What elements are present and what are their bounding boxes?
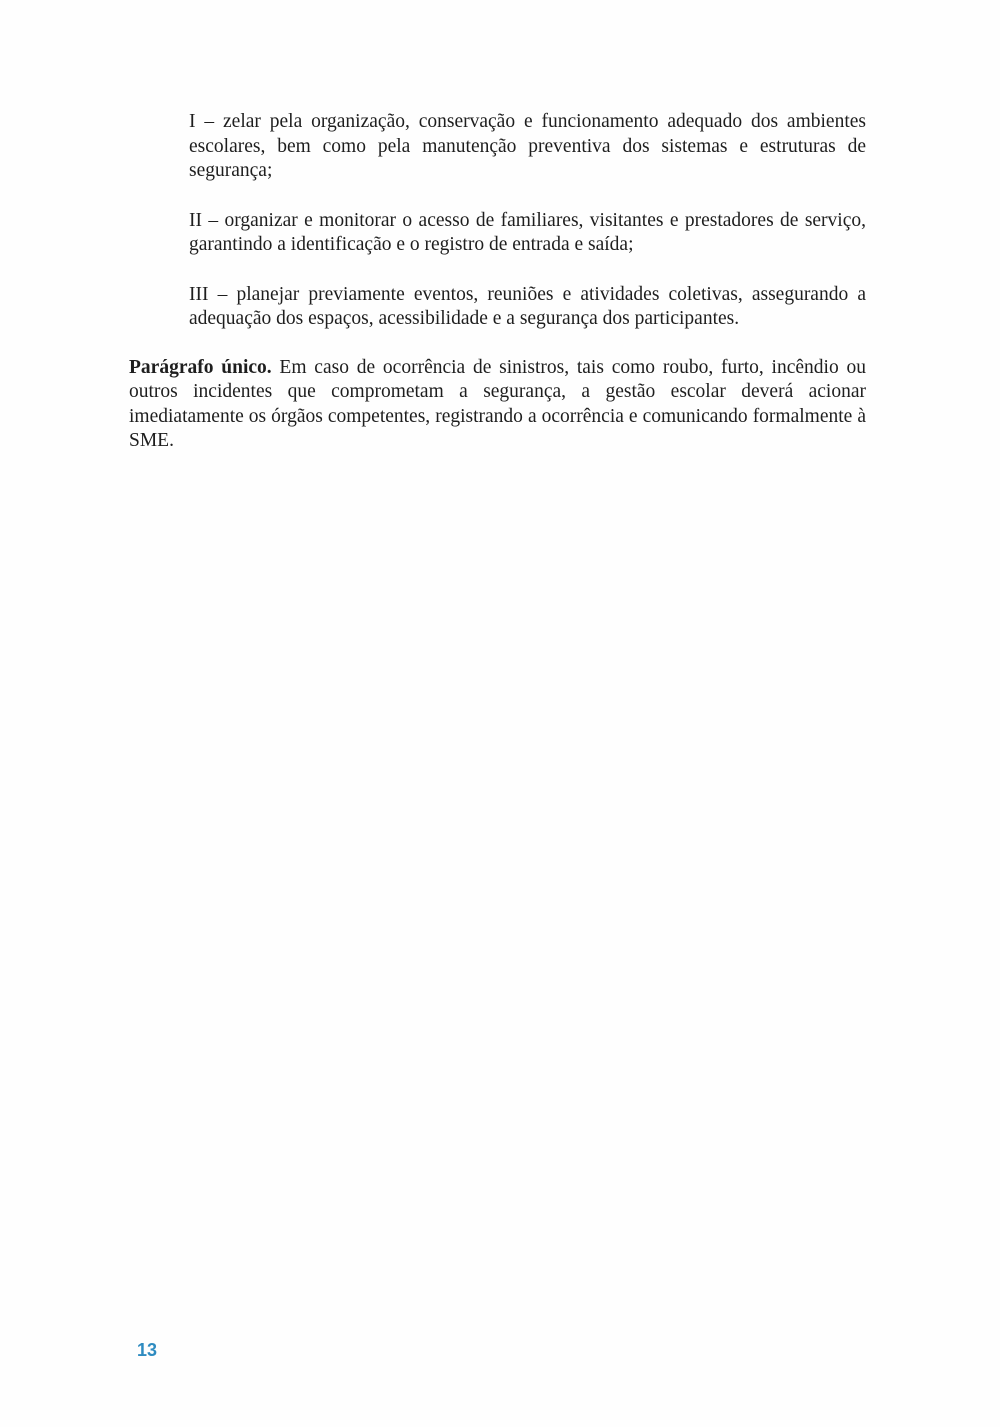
list-item-iii: III – planejar previamente eventos, reuniões e atividades coletivas, assegurando a adequação dos espaços, acessibilidade e a segurança dos participantes. <box>189 283 866 329</box>
list-item-ii: II – organizar e monitorar o acesso de familiares, visitantes e prestadores de serviço, garantindo a identificação e o registro de entrada e saída; <box>189 209 866 255</box>
paragrafo-unico-text: Em caso de ocorrência de sinistros, tais como roubo, furto, incêndio ou outros incidentes que comprometam a segurança, a gestão escolar deverá acionar imediatamente os órgãos competentes, registrando a ocorrência e comunicando formalmente à SME. <box>129 356 866 451</box>
paragrafo-unico <box>129 356 866 454</box>
document-body <box>129 110 866 454</box>
page-number: 13 <box>137 1340 158 1360</box>
paragrafo-unico-label: Parágrafo único. <box>129 356 272 378</box>
list-item-i: I – zelar pela organização, conservação e funcionamento adequado dos ambientes escolares, bem como pela manutenção preventiva dos sistemas e estruturas de segurança; <box>189 111 866 181</box>
